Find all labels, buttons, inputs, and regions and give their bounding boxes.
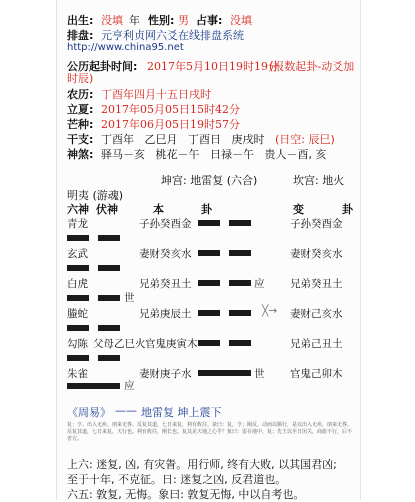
ben-yao-row1-left — [198, 220, 220, 226]
ganzhi-value: 丁酉年 乙巳月 丁酉日 庚戌时 — [101, 133, 265, 146]
col-liushen: 六神 — [67, 203, 89, 216]
shensha-value: 驿马－亥 桃花－午 日禄－午 贵人－酉, 亥 — [101, 148, 327, 161]
mangzhong-label: 芒种: — [67, 118, 94, 131]
yao-text-line2: 至于十年, 不克征。日: 迷复之凶, 反君道也。 — [67, 473, 287, 486]
bian-yao-row5-right — [98, 355, 120, 361]
lunar-label: 农历: — [67, 88, 94, 101]
ben-yao-row5-right — [229, 340, 251, 346]
col-fushen: 伏神 — [96, 203, 118, 216]
bian-yao-row4-right — [98, 325, 120, 331]
bian-yao-row4-left — [67, 325, 89, 331]
ben-yao-row4-left — [198, 310, 220, 316]
layout-label: 排盘: — [67, 29, 94, 42]
palace-right: 坎宫: 地火 — [293, 174, 345, 187]
bian-yao-row3-left — [67, 295, 89, 301]
ben-yao-row4-right — [229, 310, 251, 316]
ben-yao-row2-left — [198, 250, 220, 256]
ying-mark: 应 — [254, 278, 265, 290]
col-gua-2: 卦 — [342, 203, 353, 216]
shensha-label: 神煞: — [67, 148, 94, 161]
lixia-value: 2017年05月05日15时42分 — [101, 103, 240, 116]
shi-mark-top: 世 — [124, 292, 135, 304]
ben-yao-row3-right — [229, 280, 251, 286]
mingyi-label: 明夷 (游魂) — [67, 189, 124, 202]
paipan-panel — [56, 0, 361, 500]
bian-yao-row1-left — [67, 235, 89, 241]
ben-row2: 妻财癸亥水 — [139, 248, 192, 260]
bian-row5: 兄弟己丑土 — [290, 338, 343, 350]
ying-mark-bottom: 应 — [124, 380, 135, 392]
bian-yao-row1-right — [98, 235, 120, 241]
zhouyi-fine-print: 复：亨。出入无疾，朋来无咎。反复其道，七日来复，利有攸往。彖曰：复，亨；刚反，动而以顺行，是以出入无疾，朋来无咎。反复其道，七日来复，天行也。利有攸往，刚长也。复其见天地之心乎？象曰：雷在地中，复；先王以至日闭关，商旅不行，后不省方。 — [67, 422, 353, 442]
liushen-row4: 螣蛇 — [67, 308, 88, 320]
ben-row3: 兄弟癸丑土 — [139, 278, 192, 290]
bian-row1: 子孙癸酉金 — [290, 218, 343, 230]
ben-row1: 子孙癸酉金 — [139, 218, 192, 230]
ben-row6: 妻财庚子水 — [139, 368, 192, 380]
year-word: 年 — [129, 14, 140, 27]
bian-yao-row2-right — [98, 265, 120, 271]
change-arrow-icon: ╳→ — [262, 305, 278, 317]
birth-label: 出生: — [67, 14, 94, 27]
yao-text-line1: 上六: 迷复, 凶, 有灾眚。用行师, 终有大败, 以其国君凶; — [67, 458, 337, 471]
bian-row6: 官鬼己卯木 — [290, 368, 343, 380]
birth-value: 没填 — [101, 14, 123, 27]
col-ben: 本 — [153, 203, 164, 216]
bian-yao-row5-left — [67, 355, 89, 361]
liushen-row1: 青龙 — [67, 218, 88, 230]
shi-mark: 世 — [254, 368, 265, 380]
fushen-row5: 父母乙巳火 — [93, 338, 146, 350]
yao-text-line3: 六五: 敦复, 无悔。象曰: 敦复无悔, 中以自考也。 — [67, 488, 305, 501]
ben-yao-row1-right — [229, 220, 251, 226]
liushen-row5: 勾陈 — [67, 338, 88, 350]
layout-value: 元亨利贞网六爻在线排盘系统 — [101, 29, 244, 42]
zhouyi-title[interactable]: 《周易》 — [67, 406, 111, 419]
col-gua-1: 卦 — [201, 203, 212, 216]
gregorian-note-1: (报数起卦-动爻加 — [269, 60, 355, 73]
lunar-value: 丁酉年四月十五日戌时 — [101, 88, 211, 101]
bian-yao-row3-right — [98, 295, 120, 301]
bian-row4: 妻财己亥水 — [290, 308, 343, 320]
liushen-row2: 玄武 — [67, 248, 88, 260]
ben-yao-row6-solid — [198, 370, 251, 376]
ben-yao-row5-left — [198, 340, 220, 346]
col-bian: 变 — [293, 203, 304, 216]
gregorian-label: 公历起卦时间: — [67, 60, 138, 73]
ganzhi-label: 干支: — [67, 133, 94, 146]
palace-left: 坤宫: 地雷复 (六合) — [161, 174, 258, 187]
site-link[interactable]: http://www.china95.net — [67, 42, 184, 53]
zhouyi-subtitle: 地雷复 坤上震下 — [141, 406, 222, 419]
bian-yao-row2-left — [67, 265, 89, 271]
bian-yao-row6-solid — [67, 383, 120, 389]
rikong-value: (日空: 辰巳) — [275, 133, 335, 146]
ben-yao-row3-left — [198, 280, 220, 286]
ben-row5: 官鬼庚寅木 — [145, 338, 198, 350]
lixia-label: 立夏: — [67, 103, 94, 116]
liushen-row3: 白虎 — [67, 278, 88, 290]
subject-value: 没填 — [230, 14, 252, 27]
subject-label: 占事: — [196, 14, 223, 27]
zhouyi-dash: —— — [115, 404, 137, 417]
ben-row4: 兄弟庚辰土 — [139, 308, 192, 320]
liushen-row6: 朱雀 — [67, 368, 88, 380]
gender-label: 性别: — [148, 14, 175, 27]
bian-row2: 妻财癸亥水 — [290, 248, 343, 260]
mangzhong-value: 2017年06月05日19时57分 — [101, 118, 240, 131]
gregorian-note-2: 时辰) — [67, 72, 94, 85]
bian-row3: 兄弟癸丑土 — [290, 278, 343, 290]
gender-value: 男 — [178, 14, 189, 27]
ben-yao-row2-right — [229, 250, 251, 256]
gregorian-value: 2017年5月10日19时19分 — [147, 60, 279, 73]
